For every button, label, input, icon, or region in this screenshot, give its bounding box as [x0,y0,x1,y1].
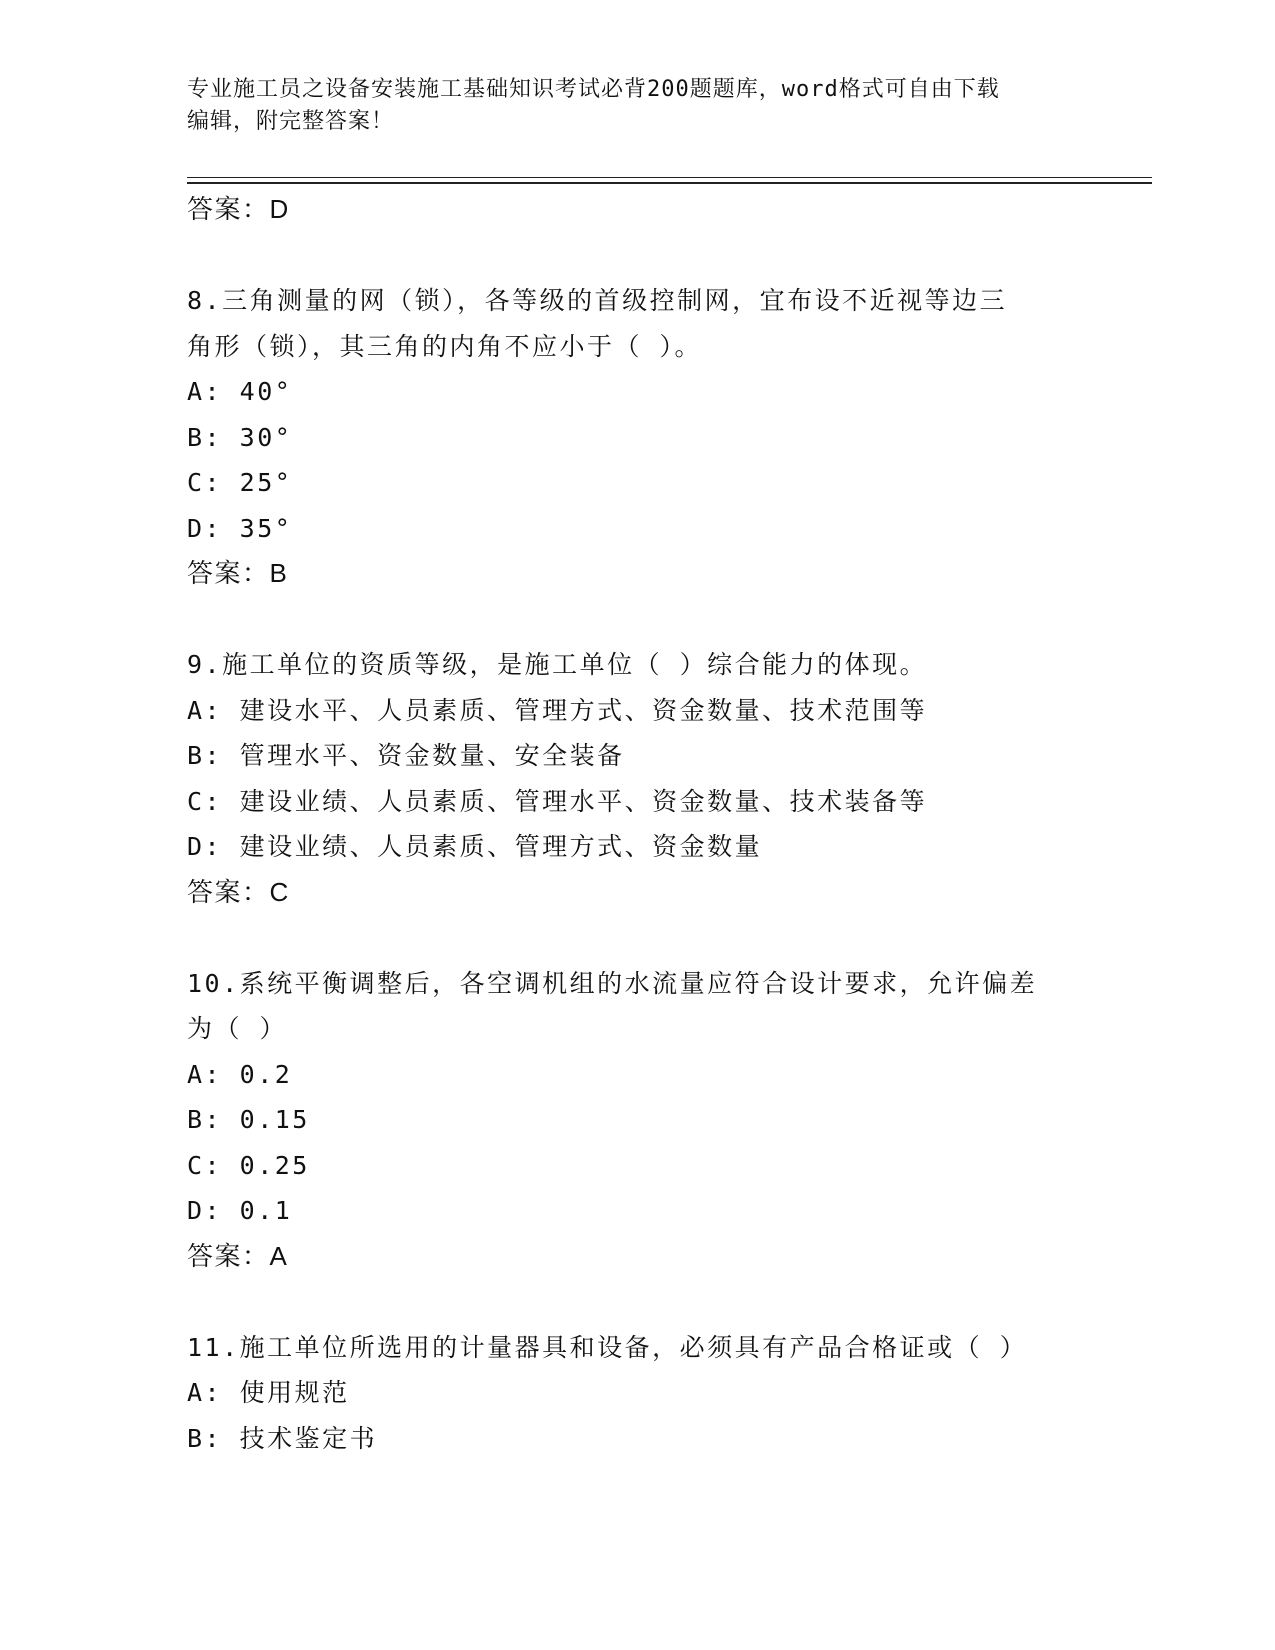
question-stem-continued: 角形（锁），其三角的内角不应小于（ ）。 [187,331,703,361]
document-header [187,74,1067,138]
option-b: B: 管理水平、资金数量、安全装备 [187,741,625,770]
header-divider-thin [187,177,1152,178]
header-title-line-1: 专业施工员之设备安装施工基础知识考试必背200题题库，word格式可自由下载 [187,77,1000,102]
option-d: D: 35° [187,513,293,543]
answer: 答案：B [187,558,289,588]
question-11 [187,1325,1087,1462]
question-list [187,187,1087,1461]
question-9 [187,642,1087,915]
question-stem: 11.施工单位所选用的计量器具和设备，必须具有产品合格证或（ ） [187,1332,1028,1362]
answer: 答案：C [187,876,290,907]
question-stem: 8.三角测量的网（锁），各等级的首级控制网，宜布设不近视等边三 [187,286,1008,315]
option-b: B: 30° [187,422,293,452]
spacer [187,597,1087,643]
question-stem: 10.系统平衡调整后，各空调机组的水流量应符合设计要求，允许偏差 [187,968,1038,998]
option-c: C: 建设业绩、人员素质、管理水平、资金数量、技术装备等 [187,786,928,816]
question-8 [187,278,1087,597]
option-b: B: 0.15 [187,1105,310,1134]
previous-answer: 答案：D [187,194,290,224]
spacer [187,915,1087,961]
question-stem: 9.施工单位的资质等级，是施工单位（ ）综合能力的体现。 [187,650,928,679]
option-b: B: 技术鉴定书 [187,1423,378,1453]
question-10 [187,961,1087,1280]
header-title-line-2: 编辑，附完整答案！ [187,109,395,134]
answer: 答案：A [187,1240,289,1271]
question-stem-continued: 为（ ） [187,1014,288,1043]
option-a: A: 0.2 [187,1059,293,1089]
option-a: A: 建设水平、人员素质、管理方式、资金数量、技术范围等 [187,695,928,725]
option-a: A: 40° [187,377,293,406]
spacer [187,233,1087,279]
header-divider-thick [187,182,1152,184]
option-d: D: 建设业绩、人员素质、管理方式、资金数量 [187,832,763,861]
option-a: A: 使用规范 [187,1378,350,1407]
option-d: D: 0.1 [187,1196,293,1225]
spacer [187,1279,1087,1325]
option-c: C: 25° [187,468,293,497]
option-c: C: 0.25 [187,1150,310,1180]
